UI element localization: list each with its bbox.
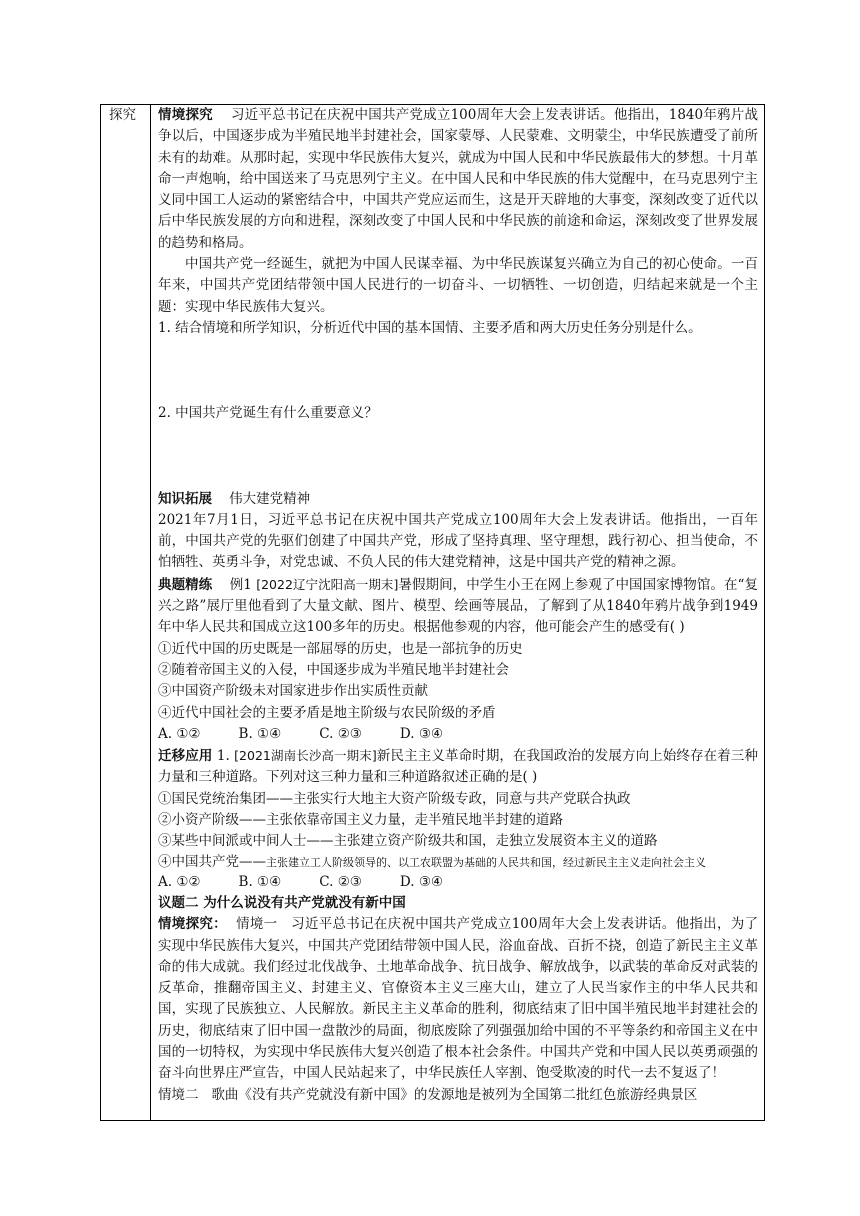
answer-space-1 xyxy=(158,339,758,403)
topic-two-title: 议题二 为什么说没有共产党就没有新中国 xyxy=(158,894,406,911)
content-cell xyxy=(158,105,758,1106)
transfer-item-4 xyxy=(158,853,758,872)
example-item-4: ④近代中国社会的主要矛盾是地主阶级与农民阶级的矛盾 xyxy=(158,704,496,721)
transfer-item-4-head: ④中国共产党—— xyxy=(158,853,266,870)
example-number: 例1 xyxy=(229,576,252,593)
scene-2-paragraph xyxy=(158,1085,758,1106)
option-a: A. ①② xyxy=(158,873,201,890)
transfer-stem xyxy=(158,745,758,789)
answer-space-2 xyxy=(158,425,758,489)
scene-1-text: 习近平总书记在庆祝中国共产党成立100周年大会上发表讲话。他指出，为了实现中华民族伟大复兴，中国共产党团结带领中国人民，浴血奋战、百折不挠，创造了新民主主义革命的伟大成就。我们经过北伐战争、土地革命战争、抗日战争、解放战争，以武装的革命反对武装的反革命，推翻帝国主义、封建主义、官僚资本主义三座大山，建立了人民当家作主的中华人民共和国，实现了民族独立、人民解放。新民主主义革命的胜利，彻底结束了旧中国半殖民地半封建社会的历史，彻底结束了旧中国一盘散沙的局面，彻底废除了列强强加给中国的不平等条约和帝国主义在中国的一切特权，为实现中华民族伟大复兴创造了根本社会条件。中国共产党和中国人民以英勇顽强的奋斗向世界庄严宣告，中国人民站起来了，中华民族任人宰割、饱受欺凌的时代一去不复返了！ xyxy=(158,916,759,1082)
scenario-text-1: 习近平总书记在庆祝中国共产党成立100周年大会上发表讲话。他指出，1840年鸦片战争以后，中国逐步成为半殖民地半封建社会，国家蒙辱、人民蒙难、文明蒙尘，中华民族遭受了前所未有的劫难。从那时起，实现中华民族伟大复兴，就成为中国人民和中华民族最伟大的梦想。十月革命一声炮响，给中国送来了马克思列宁主义。在中国人民和中华民族的伟大觉醒中，在马克思列宁主义同中国工人运动的紧密结合中，中国共产党应运而生，这是开天辟地的大事变，深刻改变了近代以后中华民族发展的方向和进程，深刻改变了中国人民和中华民族的前途和命运，深刻改变了世界发展的趋势和格局。 xyxy=(158,107,759,251)
example-heading: 典题精练 xyxy=(158,576,213,593)
knowledge-heading: 知识拓展 xyxy=(158,490,212,507)
knowledge-subtitle: 伟大建党精神 xyxy=(229,490,311,507)
transfer-item-4-text: 主张建立工人阶级领导的、以工农联盟为基础的人民共和国，经过新民主主义走向社会主义 xyxy=(266,855,706,869)
example-options xyxy=(158,724,758,745)
example-item-1: ①近代中国的历史既是一部屈辱的历史，也是一部抗争的历史 xyxy=(158,640,523,657)
example-item-3: ③中国资产阶级未对国家进步作出实质性贡献 xyxy=(158,683,428,700)
example-item-2: ②随着帝国主义的入侵，中国逐步成为半殖民地半封建社会 xyxy=(158,661,509,678)
transfer-stem-text: 新民主主义革命时期，在我国政治的发展方向上始终存在着三种力量和三种道路。下列对这三种力量和三种道路叙述正确的是( ) xyxy=(158,748,758,786)
scenario-paragraph-1 xyxy=(158,105,758,254)
section-label: 探究 xyxy=(109,107,136,123)
scene-heading: 情境探究： xyxy=(158,916,227,933)
example-source: [2022辽宁沈阳高一期末] xyxy=(256,576,399,592)
question-1: 1. 结合情境和所学知识，分析近代中国的基本国情、主要矛盾和两大历史任务分别是什么。 xyxy=(158,319,702,336)
label-cell xyxy=(101,105,151,1120)
option-b: B. ①④ xyxy=(238,873,282,890)
transfer-number: 1. xyxy=(216,748,230,765)
option-d: D. ③④ xyxy=(399,873,444,890)
example-stem-text: 暑假期间，中学生小王在网上参观了中国国家博物馆。在“复兴之路”展厅里他看到了大量文献、图片、模型、绘画等展品，了解到了从1840年鸦片战争到1949年中华人民共和国成立这100多年的历史。根据他参观的内容，他可能会产生的感受有( ) xyxy=(158,576,758,636)
scene-2-text: 歌曲《没有共产党就没有新中国》的发源地是被列为全国第二批红色旅游经典景区 xyxy=(211,1086,698,1103)
transfer-options xyxy=(158,872,758,893)
transfer-source: [2021湖南长沙高一期末] xyxy=(234,748,377,764)
scene-1-label: 情境一 xyxy=(236,916,278,933)
question-2: 2. 中国共产党诞生有什么重要意义？ xyxy=(158,405,378,422)
knowledge-heading-line xyxy=(158,489,758,510)
transfer-item-2: ②小资产阶级——主张依靠帝国主义力量，走半殖民地半封建的道路 xyxy=(158,812,563,829)
scenario-heading: 情境探究 xyxy=(158,107,213,123)
scene-1-paragraph xyxy=(158,914,758,1084)
option-c: C. ②③ xyxy=(319,725,362,742)
option-b: B. ①④ xyxy=(238,725,282,742)
transfer-heading: 迁移应用 xyxy=(158,748,213,765)
content-table xyxy=(100,104,765,1121)
scenario-paragraph-2: 中国共产党一经诞生，就把为中国人民谋幸福、为中华民族谋复兴确立为自己的初心使命。一百年来，中国共产党团结带领中国人民进行的一切奋斗、一切牺牲、一切创造，归结起来就是一个主题：实现中华民族伟大复兴。 xyxy=(158,256,758,315)
option-d: D. ③④ xyxy=(399,725,444,742)
scene-2-label: 情境二 xyxy=(158,1086,199,1103)
knowledge-paragraph: 2021年7月1日，习近平总书记在庆祝中国共产党成立100周年大会上发表讲话。他指出，一百年前，中国共产党的先驱们创建了中国共产党，形成了坚持真理、坚守理想，践行初心、担当使命，不怕牺牲、英勇斗争，对党忠诚、不负人民的伟大建党精神，这是中国共产党的精神之源。 xyxy=(158,511,758,571)
option-c: C. ②③ xyxy=(319,873,362,890)
transfer-item-1: ①国民党统治集团——主张实行大地主大资产阶级专政，同意与共产党联合执政 xyxy=(158,790,631,807)
example-stem xyxy=(158,574,758,639)
transfer-item-3: ③某些中间派或中间人士——主张建立资产阶级共和国，走独立发展资本主义的道路 xyxy=(158,833,658,850)
option-a: A. ①② xyxy=(158,725,201,742)
